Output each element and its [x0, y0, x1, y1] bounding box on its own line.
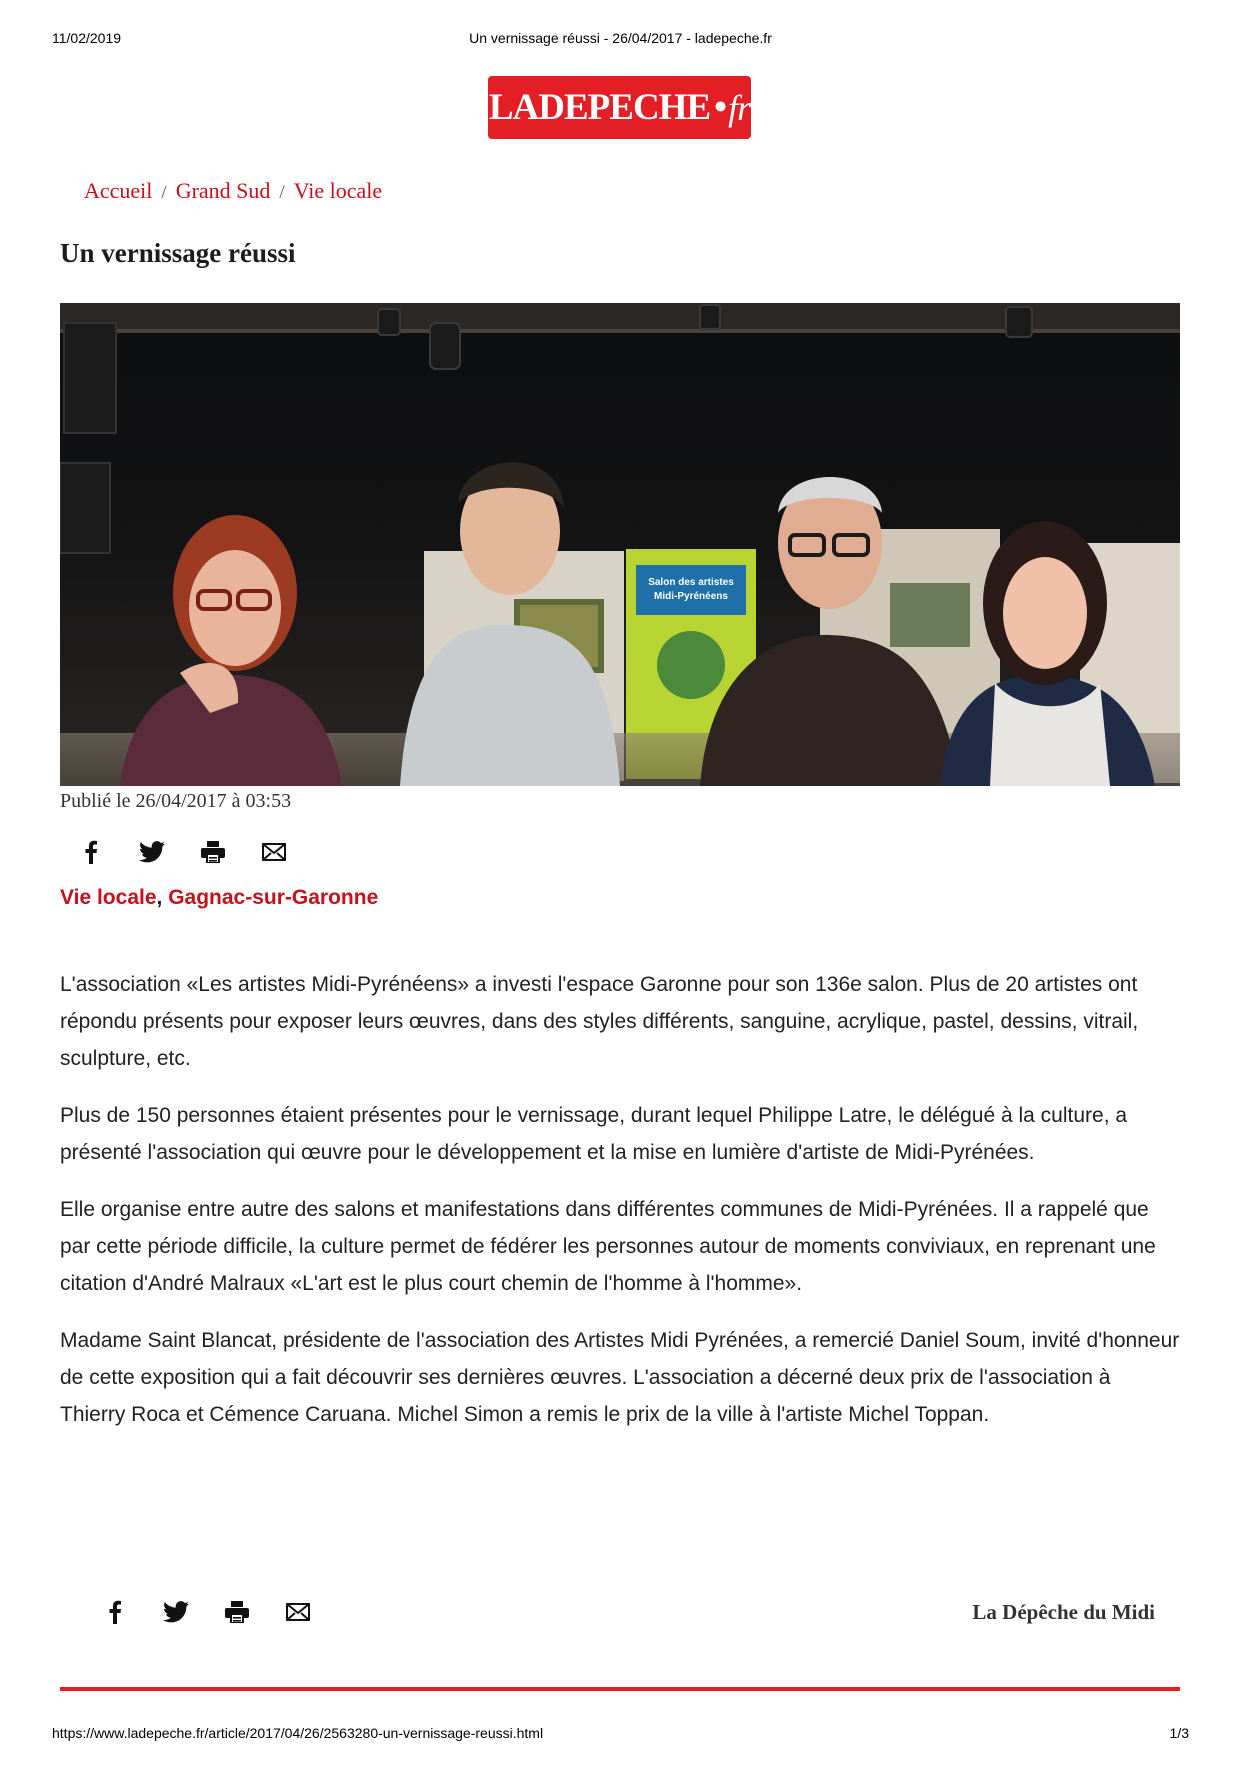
breadcrumb	[84, 178, 382, 204]
site-logo[interactable]	[488, 76, 751, 139]
twitter-icon[interactable]	[161, 1597, 191, 1627]
logo-name: LADEPECHE	[488, 87, 711, 128]
breadcrumb-home[interactable]: Accueil	[84, 178, 153, 203]
breadcrumb-grand-sud[interactable]: Grand Sud	[175, 178, 271, 203]
print-header	[52, 30, 1189, 50]
twitter-icon[interactable]	[137, 837, 167, 867]
tag-vie-locale[interactable]: Vie locale	[60, 886, 157, 909]
share-bar-top	[76, 837, 320, 867]
article-paragraph: Elle organise entre autre des salons et manifestations dans différentes communes de Midi-Pyrénées. Il a rappelé que par cette période difficile, la culture permet de fédérer les personnes autour de moments conviviaux, en reprenant une citation d'André Malraux «L'art est le plus court chemin de l'homme à l'homme».	[60, 1198, 1156, 1295]
article-photo	[60, 303, 1180, 786]
print-page-title: Un vernissage réussi - 26/04/2017 - ladepeche.fr	[469, 30, 772, 46]
breadcrumb-separator: /	[161, 182, 167, 203]
breadcrumb-vie-locale[interactable]: Vie locale	[293, 178, 383, 203]
article-paragraph: L'association «Les artistes Midi-Pyrénéens» a investi l'espace Garonne pour son 136e salon. Plus de 20 artistes ont répondu présents pour exposer leurs œuvres, dans des styles différents, sanguine, acrylique, pastel, dessins, vitrail, sculpture, etc.	[60, 973, 1139, 1070]
article-paragraph: Madame Saint Blancat, présidente de l'association des Artistes Midi Pyrénées, a remercié Daniel Soum, invité d'honneur de cette exposition qui a fait découvrir ses dernières œuvres. L'association a décerné deux prix de l'association à Thierry Roca et Cémence Caruana. Michel Simon a remis le prix de la ville à l'artiste Michel Toppan.	[60, 1329, 1180, 1426]
poster-text-line1: Salon des artistes	[648, 577, 734, 588]
email-icon[interactable]	[283, 1597, 313, 1627]
print-icon[interactable]	[222, 1597, 252, 1627]
logo-dot: •	[714, 87, 727, 128]
tag-separator: ,	[156, 886, 163, 909]
page-number: 1/3	[1169, 1725, 1189, 1741]
breadcrumb-separator: /	[279, 182, 285, 203]
tag-gagnac-sur-garonne[interactable]: Gagnac-sur-Garonne	[168, 886, 379, 909]
photo-illustration	[60, 303, 1180, 786]
footer-divider	[60, 1687, 1180, 1691]
email-icon[interactable]	[259, 837, 289, 867]
print-url: https://www.ladepeche.fr/article/2017/04/26/2563280-un-vernissage-reussi.html	[52, 1725, 544, 1741]
share-bar-bottom	[100, 1597, 344, 1627]
facebook-icon[interactable]	[76, 837, 106, 867]
publication-date: Publié le 26/04/2017 à 03:53	[60, 790, 292, 812]
article-tags	[60, 886, 378, 910]
facebook-icon[interactable]	[100, 1597, 130, 1627]
logo-suffix: fr	[728, 87, 751, 128]
print-footer	[52, 1725, 1189, 1745]
print-icon[interactable]	[198, 837, 228, 867]
article-headline: Un vernissage réussi	[60, 238, 296, 268]
poster-text-line2: Midi-Pyrénéens	[654, 591, 728, 602]
article-body	[60, 966, 1180, 1453]
article-paragraph: Plus de 150 personnes étaient présentes pour le vernissage, durant lequel Philippe Latre, le délégué à la culture, a présenté l'association qui œuvre pour le développement et la mise en lumière d'artiste de Midi-Pyrénées.	[60, 1104, 1128, 1164]
article-signature: La Dépêche du Midi	[972, 1600, 1155, 1624]
print-date: 11/02/2019	[52, 30, 122, 46]
